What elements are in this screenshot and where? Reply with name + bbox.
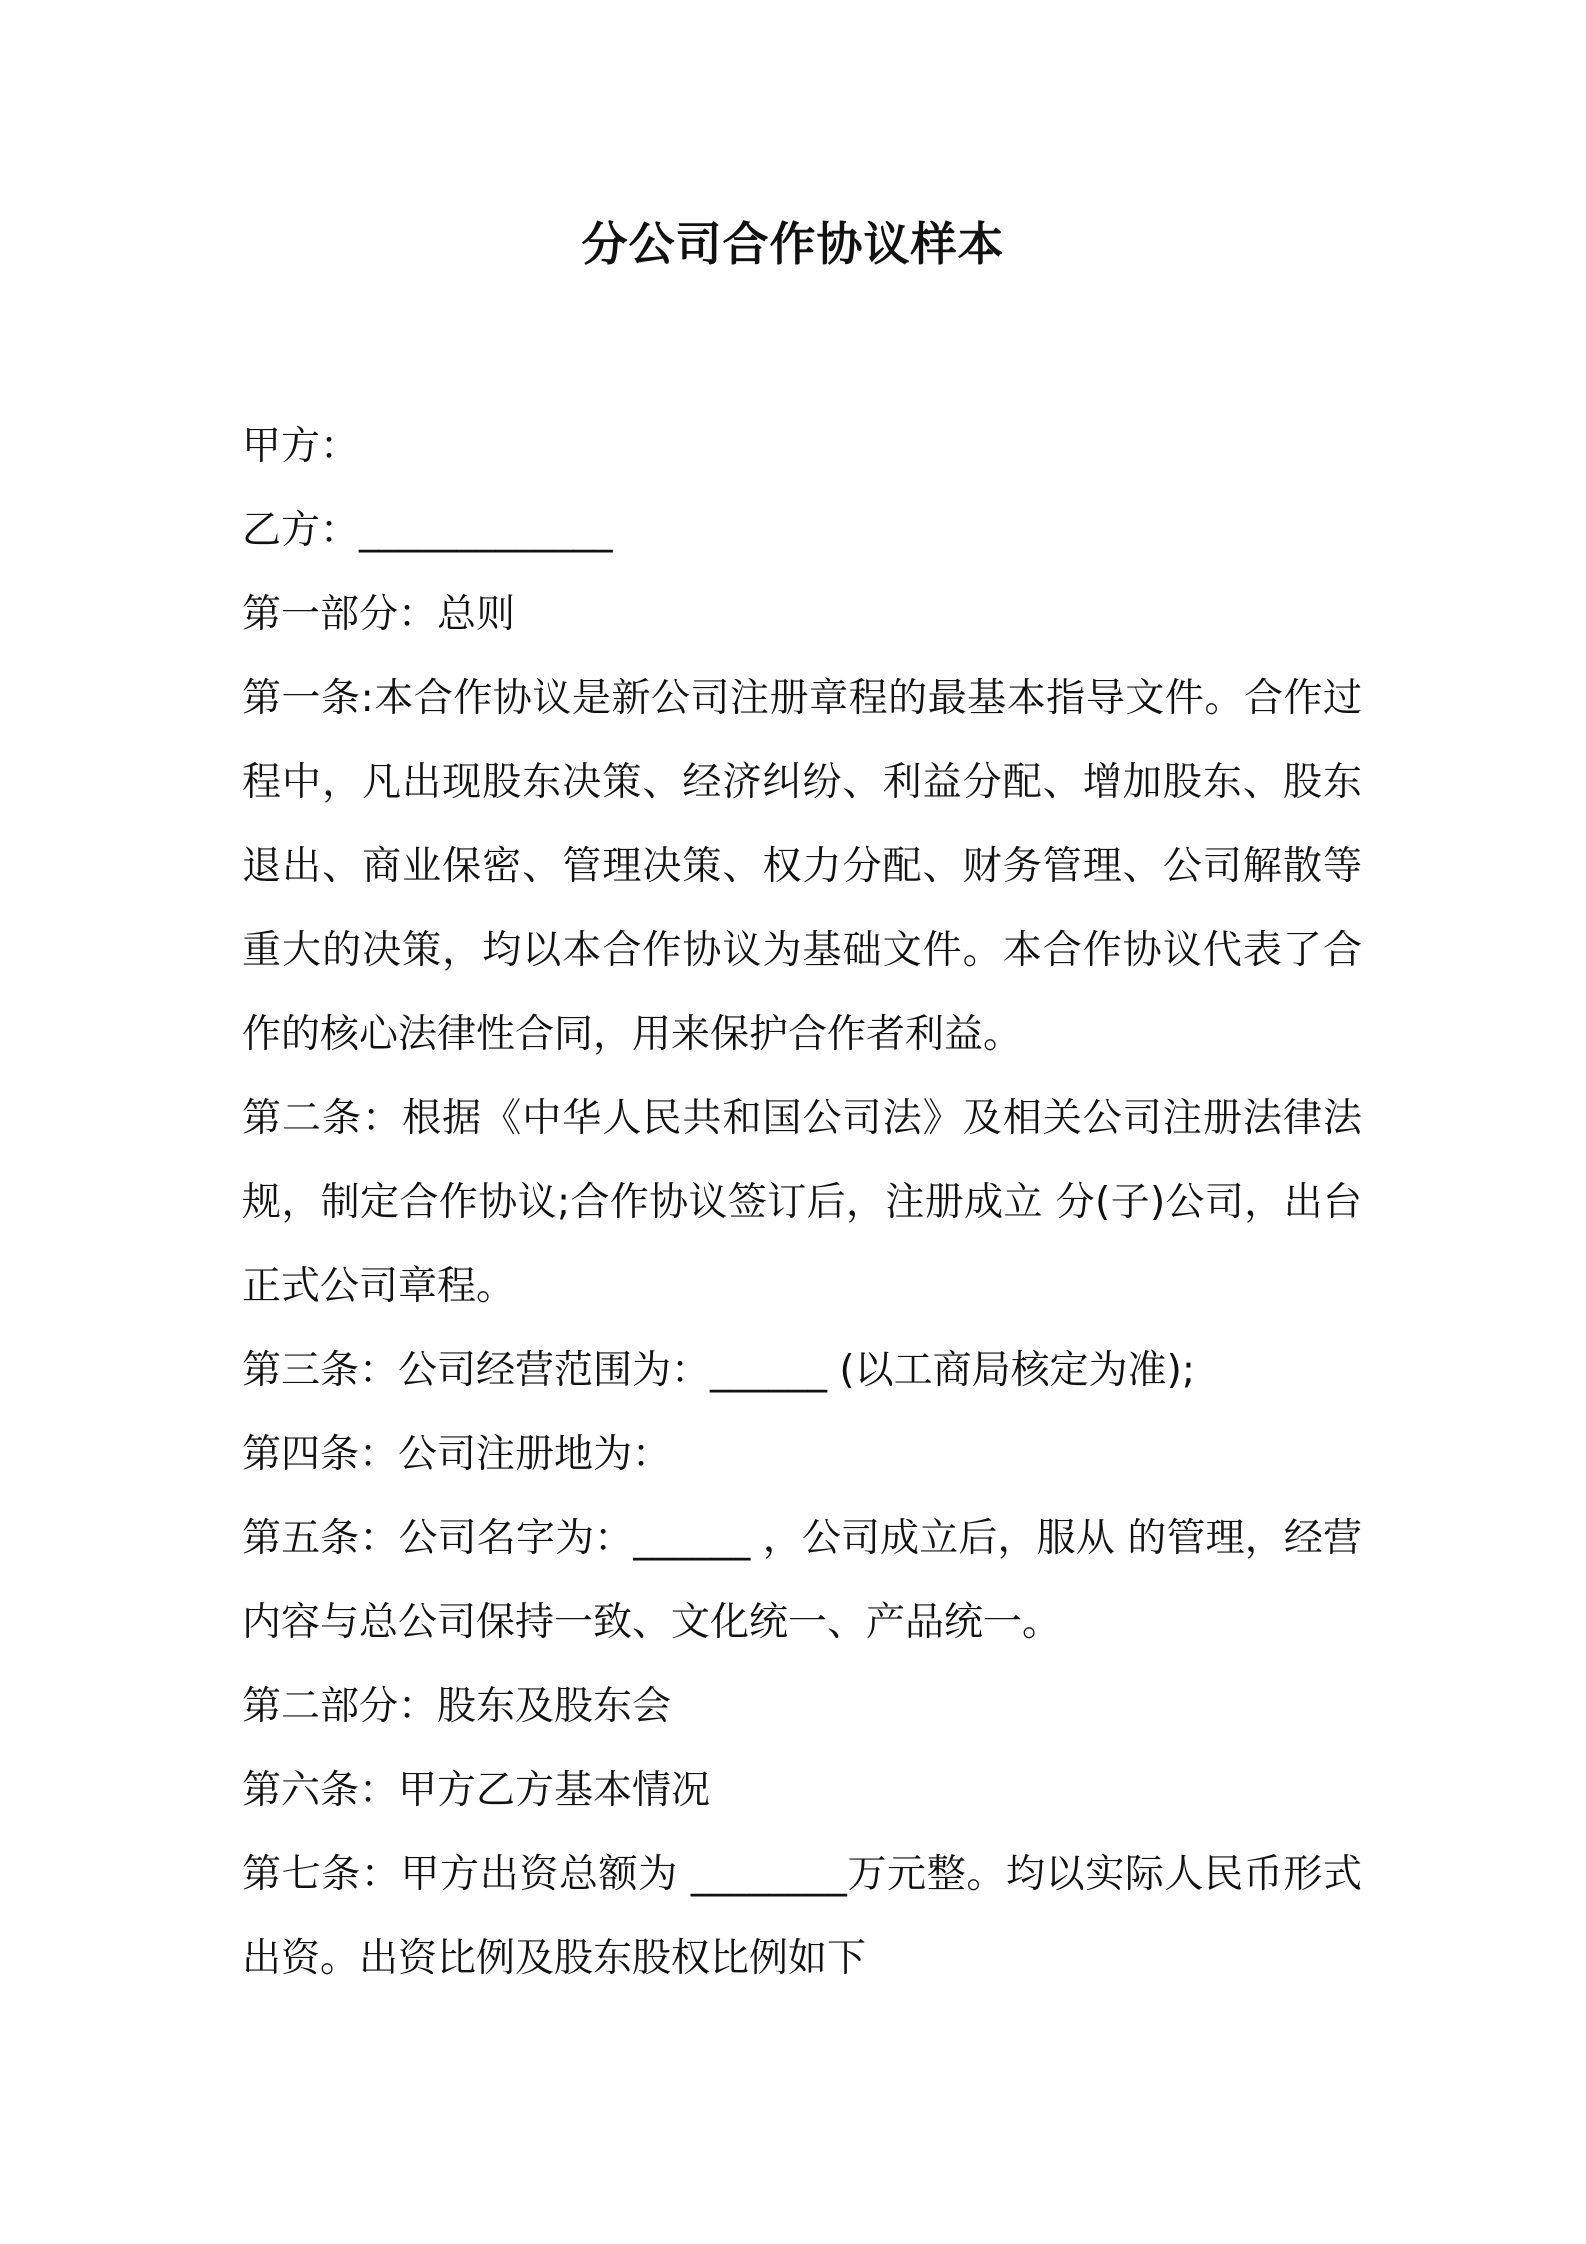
- article-2: 第二条：根据《中华人民共和国公司法》及相关公司注册法律法规，制定合作协议;合作协议签订后，注册成立 分(子)公司，出台正式公司章程。: [242, 1096, 1362, 1309]
- part-two-heading: 第二部分：股东及股东会: [242, 1684, 672, 1729]
- part-one-heading: 第一部分：总则: [242, 592, 516, 637]
- document-title: 分公司合作协议样本: [581, 217, 1005, 271]
- article-1: 第一条:本合作协议是新公司注册章程的最基本指导文件。合作过程中，凡出现股东决策、经济纠纷、利益分配、增加股东、股东退出、商业保密、管理决策、权力分配、财务管理、公司解散等重大的决策，均以本合作协议为基础文件。本合作协议代表了合作的核心法律性合同，用来保护合作者利益。: [242, 676, 1362, 1057]
- article-5: 第五条：公司名字为：______ ，公司成立后，服从 的管理，经营内容与总公司保持一致、文化统一、产品统一。: [242, 1516, 1362, 1645]
- party-a-line: 甲方：: [242, 424, 360, 469]
- article-7: 第七条：甲方出资总额为 ________万元整。均以实际人民币形式出资。出资比例及股东股权比例如下: [242, 1852, 1362, 1981]
- article-6: 第六条：甲方乙方基本情况: [242, 1768, 711, 1813]
- article-3: 第三条：公司经营范围为：______ (以工商局核定为准);: [242, 1348, 1195, 1393]
- party-b-line: 乙方：_____________: [242, 508, 613, 553]
- article-4: 第四条：公司注册地为：: [242, 1432, 672, 1477]
- document-body: [242, 405, 1362, 2001]
